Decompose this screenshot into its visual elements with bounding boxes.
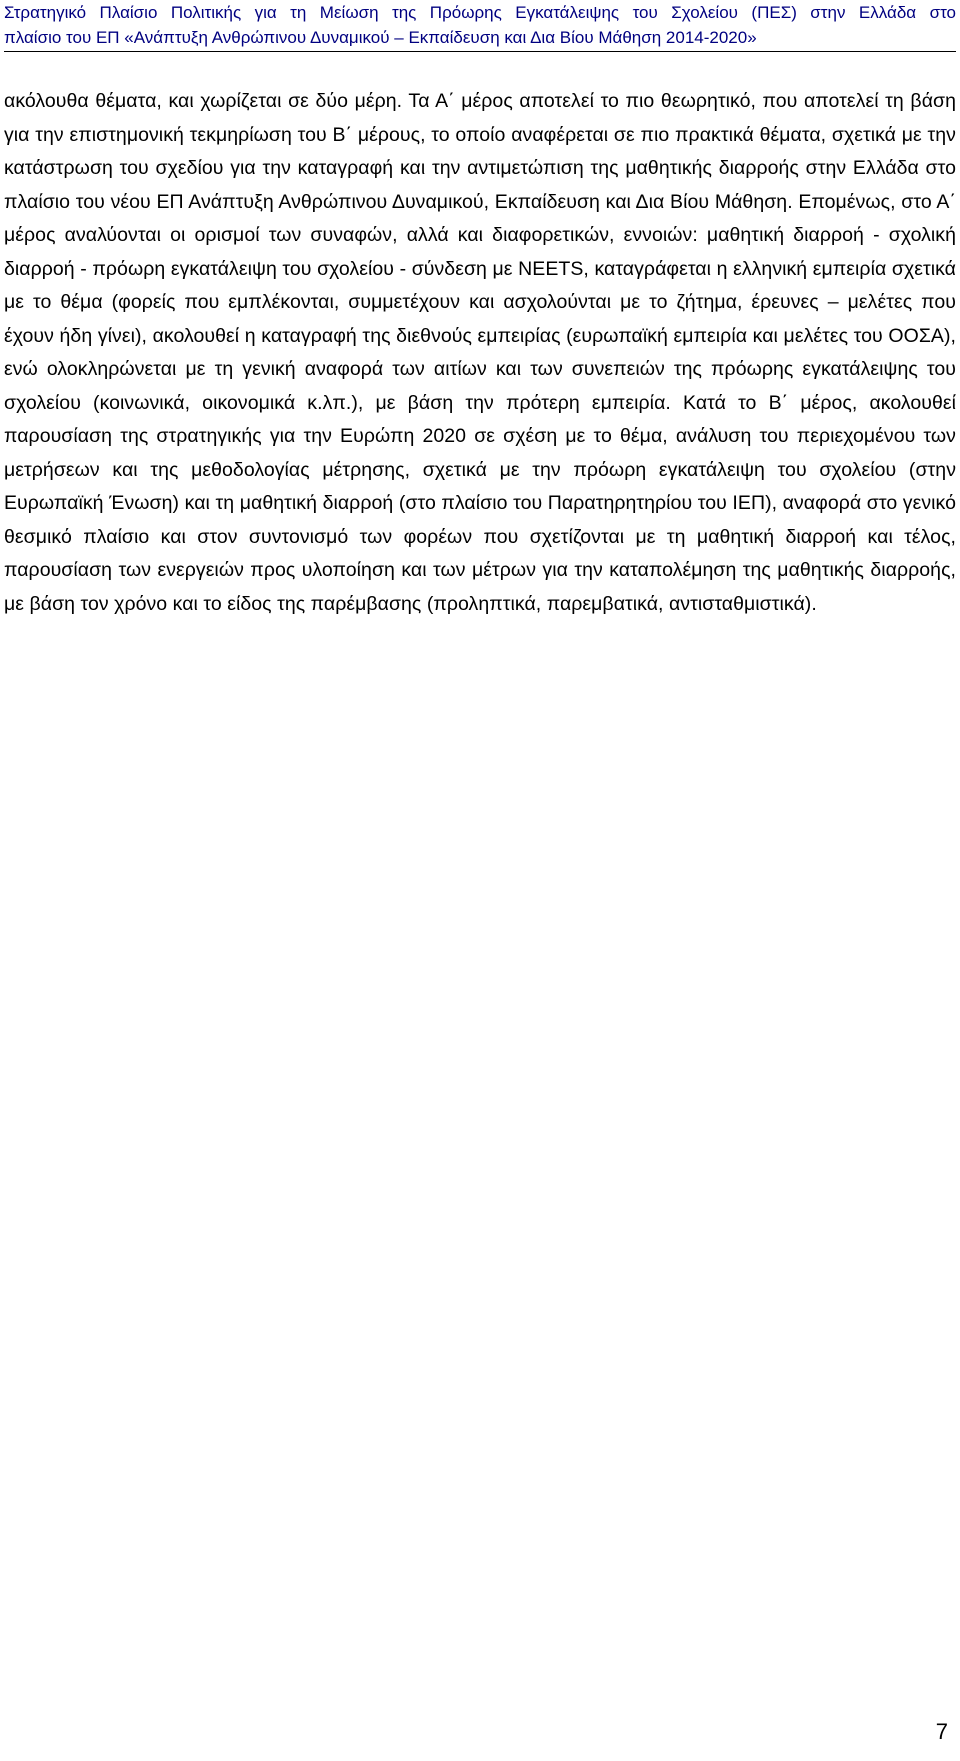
body-paragraph: ακόλουθα θέματα, και χωρίζεται σε δύο μέρη. Τα Α΄ μέρος αποτελεί το πιο θεωρητικό, που αποτελεί τη βάση για την επιστημονική τεκμηρίωση του Β΄ μέρους, το οποίο αναφέρεται σε πιο πρακτικά θέματα, σχετικά με την κατάστρωση του σχεδίου για την καταγραφή και την αντιμετώπιση της μαθητικής διαρροής στην Ελλάδα στο πλαίσιο του νέου ΕΠ Ανάπτυξη Ανθρώπινου Δυναμικού, Εκπαίδευση και Δια Βίου Μάθηση. Επομένως, στο Α΄ μέρος αναλύονται οι ορισμοί των συναφών, αλλά και διαφορετικών, εννοιών: μαθητική διαρροή - σχολική διαρροή - πρόωρη εγκατάλειψη του σχολείου - σύνδεση με NEETS, καταγράφεται η ελληνική εμπειρία σχετικά με το θέμα (φορείς που εμπλέκονται, συμμετέχουν και ασχολούνται με το ζήτημα, έρευνες – μελέτες που έχουν ήδη γίνει), ακολουθεί η καταγραφή της διεθνούς εμπειρίας (ευρωπαϊκή εμπειρία και μελέτες του ΟΟΣΑ), ενώ ολοκληρώνεται με τη γενική αναφορά των αιτίων και των συνεπειών της πρόωρης εγκατάλειψης του σχολείου (κοινωνικά, οικονομικά κ.λπ.), με βάση την πρότερη εμπειρία. Κατά το Β΄ μέρος, ακολουθεί παρουσίαση της στρατηγικής για την Ευρώπη 2020 σε σχέση με το θέμα, ανάλυση του περιεχομένου των μετρήσεων και της μεθοδολογίας μέτρησης, σχετικά με την πρόωρη εγκατάλειψη του σχολείου (στην Ευρωπαϊκή Ένωση) και τη μαθητική διαρροή (στο πλαίσιο του Παρατηρητηρίου του ΙΕΠ), αναφορά στο γενικό θεσμικό πλαίσιο και στον συντονισμό των φορέων που σχετίζονται με τη μαθητική διαρροή και τέλος, παρουσίαση των ενεργειών προς υλοποίηση και των μέτρων για την καταπολέμηση της μαθητικής διαρροής, με βάση τον χρόνο και το είδος της παρέμβασης (προληπτικά, παρεμβατικά, αντισταθμιστικά). [4, 90, 956, 615]
page-number: 7 [935, 1719, 948, 1744]
header-divider [4, 51, 956, 52]
header-line-2: πλαίσιο του ΕΠ «Ανάπτυξη Ανθρώπινου Δυναμικού – Εκπαίδευση και Δια Βίου Μάθηση 2014-2020» [4, 28, 757, 47]
header-line-1: Στρατηγικό Πλαίσιο Πολιτικής για τη Μείωση της Πρόωρης Εγκατάλειψης του Σχολείου (ΠΕΣ) στην Ελλάδα στο [4, 3, 956, 22]
running-header [4, 0, 956, 50]
